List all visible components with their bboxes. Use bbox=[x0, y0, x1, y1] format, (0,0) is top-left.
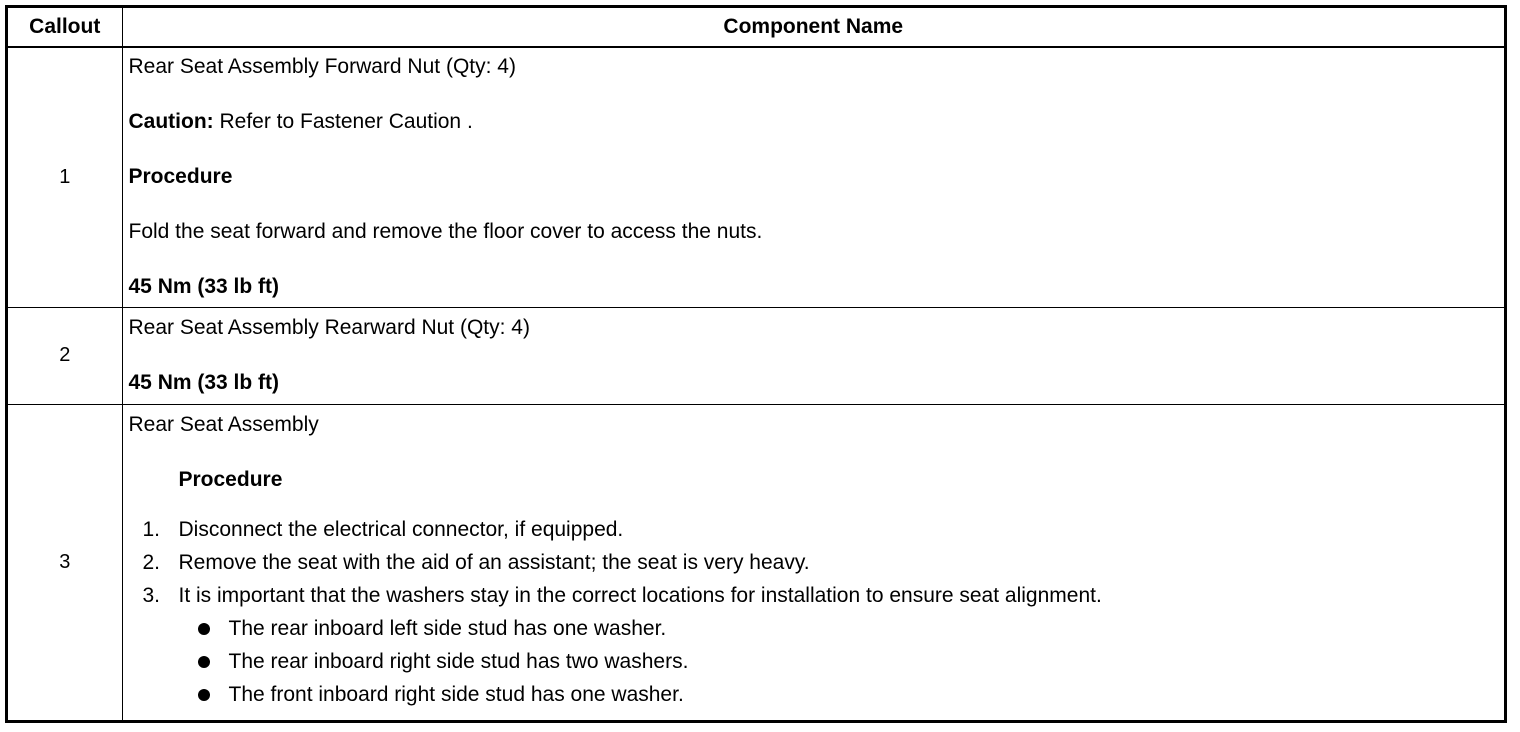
list-item bbox=[129, 612, 1505, 645]
procedure-steps bbox=[129, 513, 1505, 612]
bullet-text: The rear inboard left side stud has one washer. bbox=[228, 617, 667, 641]
callout-number: 3 bbox=[8, 404, 122, 720]
list-item bbox=[129, 546, 1505, 579]
list-item bbox=[129, 678, 1505, 711]
callout-number: 1 bbox=[8, 47, 122, 307]
component-title: Rear Seat Assembly Forward Nut (Qty: 4) bbox=[128, 55, 516, 79]
callout-number: 2 bbox=[8, 307, 122, 404]
table-header-row bbox=[8, 8, 1504, 47]
step-text: It is important that the washers stay in the correct locations for installation to ensure seat alignment. bbox=[178, 584, 1102, 608]
step-text: Remove the seat with the aid of an assistant; the seat is very heavy. bbox=[178, 551, 810, 575]
component-cell bbox=[122, 404, 1504, 720]
step-number: 3. bbox=[142, 584, 161, 608]
step-text: Disconnect the electrical connector, if equipped. bbox=[178, 518, 624, 542]
header-callout: Callout bbox=[8, 8, 122, 47]
list-item bbox=[129, 645, 1505, 678]
header-component-name: Component Name bbox=[122, 8, 1504, 47]
step-number: 2. bbox=[142, 551, 161, 575]
bullet-icon bbox=[198, 689, 210, 701]
component-table-frame bbox=[5, 5, 1507, 723]
caution-text: Refer to Fastener Caution . bbox=[213, 110, 473, 134]
bullet-icon bbox=[198, 623, 210, 635]
bullet-icon bbox=[198, 656, 210, 668]
caution-line bbox=[129, 110, 1505, 134]
component-title: Rear Seat Assembly bbox=[128, 413, 319, 437]
component-cell bbox=[122, 47, 1504, 307]
caution-label: Caution: bbox=[128, 110, 214, 134]
component-cell bbox=[122, 307, 1504, 404]
component-table bbox=[8, 8, 1504, 720]
step-number: 1. bbox=[142, 518, 161, 542]
list-item bbox=[129, 579, 1505, 612]
procedure-text: Fold the seat forward and remove the floor cover to access the nuts. bbox=[128, 220, 763, 244]
torque-spec: 45 Nm (33 lb ft) bbox=[128, 371, 280, 394]
bullet-text: The rear inboard right side stud has two washers. bbox=[228, 650, 689, 674]
torque-spec: 45 Nm (33 lb ft) bbox=[128, 275, 280, 299]
list-item bbox=[129, 513, 1505, 546]
bullet-text: The front inboard right side stud has one washer. bbox=[228, 683, 684, 707]
table-row bbox=[8, 307, 1504, 404]
table-row bbox=[8, 404, 1504, 720]
component-title: Rear Seat Assembly Rearward Nut (Qty: 4) bbox=[128, 316, 530, 339]
washer-bullets bbox=[129, 612, 1505, 711]
procedure-heading: Procedure bbox=[178, 468, 283, 492]
procedure-heading: Procedure bbox=[128, 165, 233, 189]
table-row bbox=[8, 47, 1504, 307]
